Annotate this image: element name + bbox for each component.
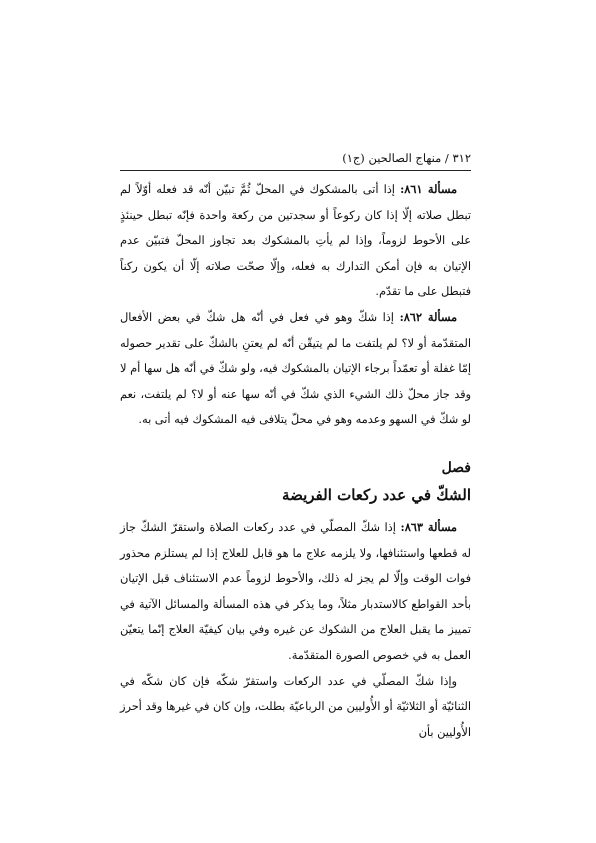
paragraph-text: وإذا شكّ المصلّي في عدد الركعات واستقرّ شكّه فإن كان شكّه في الثنائيّة أو الثلاثيّة أو الأُوليين من الرباعيّة بطلت، وإن كان في غيرها وقد أحرز الأُوليين بأن bbox=[120, 674, 471, 739]
running-head: ٣١٢ / منهاج الصالحين (ج١) bbox=[342, 151, 471, 165]
masala-text: إذا أتى بالمشكوك في المحلّ ثُمَّ تبيّن أنّه قد فعله أوّلاً لم تبطل صلاته إلّا إذا كان ركوعاً أو سجدتين من ركعة واحدة فإنّه تبطل حينئذٍ على الأحوط لزوماً، وإذا لم يأتِ بالمشكوك بعد تجاوز المحلّ فتبيّن عدم الإتيان به فإن أمكن التدارك به فعله، وإلّا صحّت صلاته إلّا أن يكون ركناً فتبطل على ما تقدّم. bbox=[120, 183, 471, 299]
section-title: فصل bbox=[441, 459, 471, 476]
masala-863 bbox=[120, 515, 471, 669]
masala-861 bbox=[120, 177, 471, 305]
masala-label: مسألة ٨٦٣: bbox=[400, 519, 457, 534]
header-rule bbox=[120, 170, 471, 171]
masala-text: إذا شكّ وهو في فعل في أنّه هل شكّ في بعض الأفعال المتقدّمة أو لا؟ لم يلتفت ما لم يتيقّن أنّه لم يعتنِ بالشكّ على تقدير حصوله إمّا غفلة أو تعمّداً برجاء الإتيان بالمشكوك فيه، ولو شكّ في أنّه هل سها أم لا وقد جاز محلّ ذلك الشيء الذي شكّ في أنّه سها عنه أو لا؟ لم يلتفت، نعم لو شكّ في السهو وعدمه وهو في محلّ يتلافى فيه المشكوك فيه أتى به. bbox=[120, 310, 471, 427]
masala-862 bbox=[120, 305, 471, 433]
masala-text: إذا شكّ المصلّي في عدد ركعات الصلاة واستقرّ الشكّ جاز له قطعها واستئنافها، ولا يلزمه علاج ما هو قابل للعلاج إذا لم يستلزم محذور فوات الوقت وإلّا لم يجز له ذلك، والأحوط لزوماً عدم الاستئناف قبل الإتيان بأحد القواطع كالاستدبار مثلاً، وما يذكر في هذه المسألة والمسائل الآتية في تمييز ما يقبل العلاج من الشكوك عن غيره وفي بيان كيفيّة العلاج إنّما يتعيّن العمل به في خصوص الصورة المتقدّمة. bbox=[120, 520, 471, 662]
page-body bbox=[120, 177, 471, 745]
masala-label: مسألة ٨٦٢: bbox=[399, 309, 457, 324]
masala-label: مسألة ٨٦١: bbox=[400, 182, 457, 196]
continuation-paragraph bbox=[120, 669, 471, 746]
section-subtitle: الشكّ في عدد ركعات الفريضة bbox=[282, 485, 471, 504]
